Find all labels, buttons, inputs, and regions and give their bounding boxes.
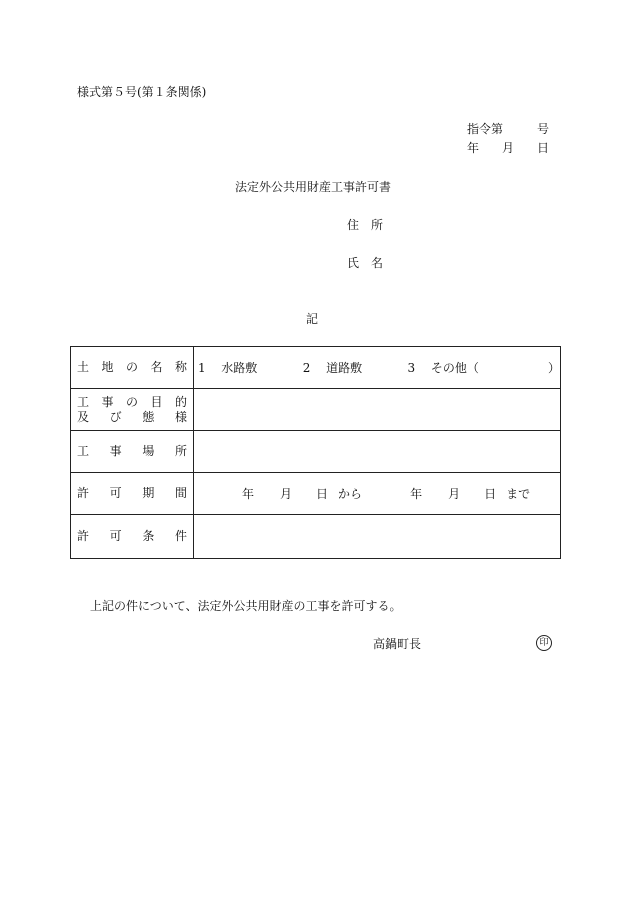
period-from: から	[338, 487, 363, 501]
label-char: 期	[142, 486, 155, 500]
period-day-from: 日	[316, 487, 329, 501]
name-label	[347, 256, 383, 270]
reference-day: 日	[536, 141, 549, 155]
seal-mark: 印	[536, 635, 552, 651]
label-char: 名	[150, 360, 163, 374]
label-char: 許	[77, 529, 90, 543]
table-row-conditions	[71, 515, 561, 559]
label-char: 許	[77, 486, 90, 500]
land-name-value	[194, 347, 561, 389]
label-char: 称	[174, 360, 187, 374]
address-label-char: 住	[347, 218, 360, 232]
option-other: 3 その他（	[407, 361, 479, 375]
table-row-land-name	[71, 347, 561, 389]
period-year-2: 年	[410, 487, 423, 501]
period-day-to: 日	[484, 487, 497, 501]
period-month-2: 月	[448, 487, 461, 501]
label-char: 目	[150, 394, 163, 409]
label-char: 土	[77, 360, 90, 374]
reference-number-prefix: 指令第	[467, 122, 504, 136]
reference-date-line	[467, 141, 549, 160]
label-char: 可	[109, 486, 122, 500]
table-row-period	[71, 473, 561, 515]
option-other-close: ）	[548, 361, 561, 375]
purpose-label	[71, 389, 194, 431]
period-label	[71, 473, 194, 515]
label-char: び	[109, 409, 122, 424]
label-char: 態	[142, 409, 155, 424]
label-char: 可	[109, 529, 122, 543]
reference-number-suffix: 号	[536, 122, 549, 136]
permit-period	[194, 485, 560, 502]
reference-number-line	[467, 122, 549, 141]
conditions-label	[71, 515, 194, 559]
name-label-char: 氏	[347, 256, 360, 270]
option-road: 2 道路敷	[302, 361, 363, 375]
document-title: 法定外公共用財産工事許可書	[235, 180, 392, 194]
ki-heading: 記	[306, 312, 319, 326]
label-char: 様	[174, 409, 187, 424]
location-label	[71, 431, 194, 473]
label-char: 地	[101, 360, 114, 374]
reference-year: 年	[467, 141, 480, 155]
label-char: の	[125, 360, 138, 374]
label-char: 条	[142, 529, 155, 543]
label-char: 事	[101, 394, 114, 409]
label-char: 場	[142, 444, 155, 458]
label-char: 事	[109, 444, 122, 458]
land-type-options	[194, 359, 560, 376]
reference-block	[467, 122, 549, 160]
label-char: 的	[174, 394, 187, 409]
period-value[interactable]	[194, 473, 561, 515]
form-number: 様式第５号(第１条関係)	[77, 85, 207, 99]
name-label-char: 名	[370, 256, 383, 270]
land-name-label	[71, 347, 194, 389]
address-label	[347, 218, 383, 232]
conditions-value[interactable]	[194, 515, 561, 559]
table-row-purpose	[71, 389, 561, 431]
label-char: 工	[77, 444, 90, 458]
address-label-char: 所	[370, 218, 383, 232]
label-char: 間	[174, 486, 187, 500]
period-month: 月	[280, 487, 293, 501]
location-value[interactable]	[194, 431, 561, 473]
period-year: 年	[242, 487, 255, 501]
label-char: 所	[174, 444, 187, 458]
option-waterway: 1 水路敷	[198, 361, 258, 375]
closing-statement: 上記の件について、法定外公共用財産の工事を許可する。	[90, 599, 402, 613]
issuer-name: 高鍋町長	[373, 637, 422, 651]
label-char: 及	[77, 409, 90, 424]
label-char: 工	[77, 394, 90, 409]
purpose-value[interactable]	[194, 389, 561, 431]
label-char: 件	[174, 529, 187, 543]
table-row-location	[71, 431, 561, 473]
permit-table	[70, 346, 561, 559]
label-char: の	[125, 394, 138, 409]
period-to: まで	[506, 487, 531, 501]
reference-month: 月	[501, 141, 514, 155]
